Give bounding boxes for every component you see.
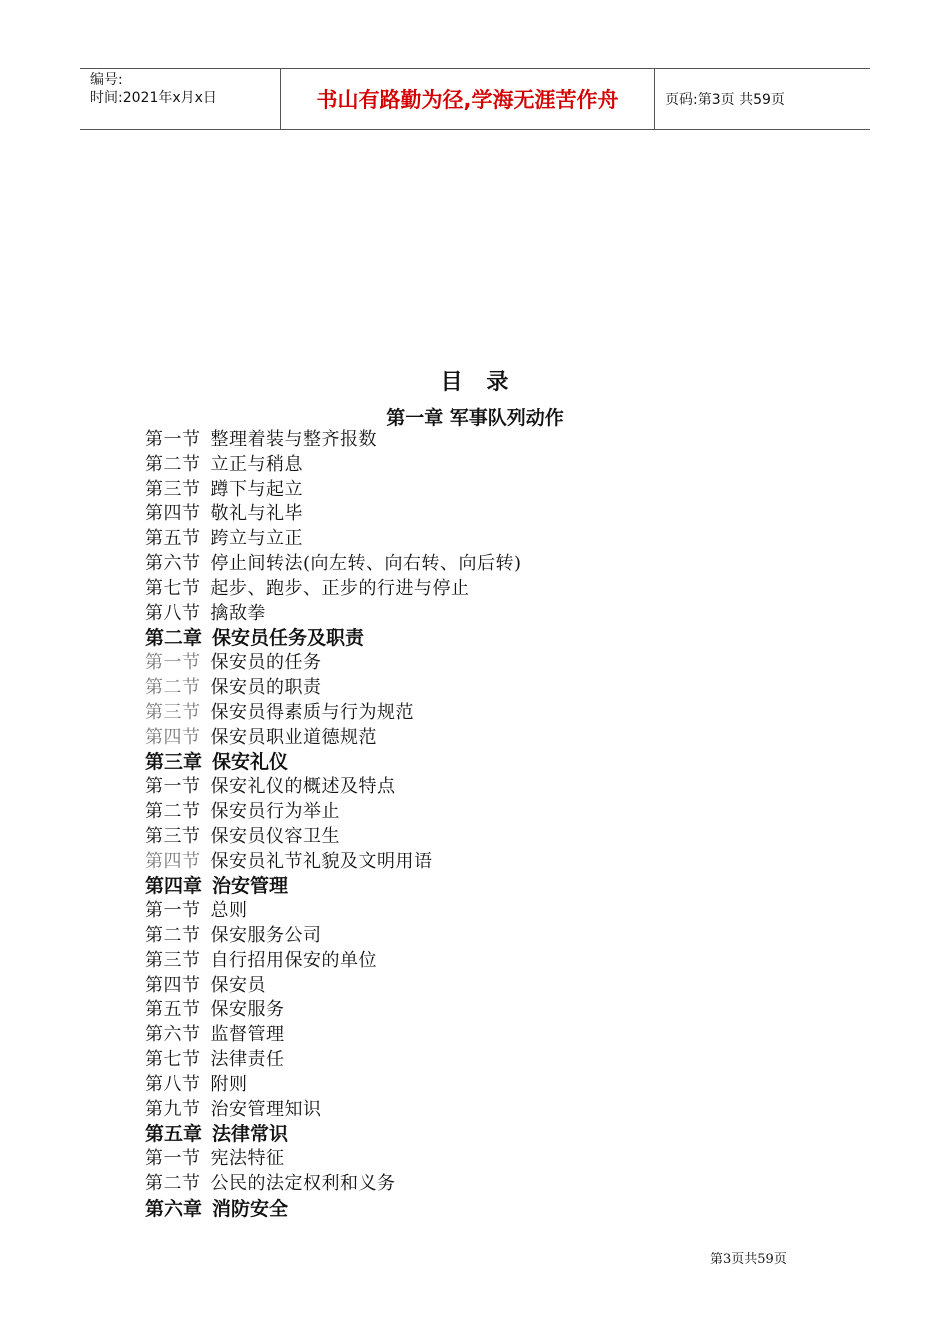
section-number: 第七节 [145, 1048, 201, 1070]
chapter-title: 法律常识 [212, 1123, 289, 1146]
toc-section [145, 502, 845, 527]
section-number: 第五节 [145, 528, 201, 550]
section-title: 保安服务公司 [210, 924, 322, 946]
section-number: 第五节 [145, 999, 201, 1021]
document-date: 时间:2021年x月x日 [90, 90, 217, 106]
toc-section [145, 478, 845, 503]
toc-section [145, 949, 845, 974]
section-number: 第一节 [145, 776, 201, 798]
toc-section [145, 899, 845, 924]
section-number: 第九节 [145, 1098, 201, 1120]
toc-section [145, 726, 845, 751]
section-number: 第一节 [145, 652, 201, 674]
section-title: 宪法特征 [210, 1148, 285, 1170]
chapter-number: 第六章 [145, 1197, 203, 1220]
header-meta [80, 69, 281, 129]
toc-section [145, 552, 845, 577]
section-number: 第四节 [145, 503, 201, 525]
section-title: 立正与稍息 [210, 453, 303, 475]
section-title: 保安员礼节礼貌及文明用语 [210, 850, 433, 872]
section-number: 第二节 [145, 676, 201, 698]
toc-section [145, 825, 845, 850]
toc-section [145, 800, 845, 825]
toc-section [145, 850, 845, 875]
section-number: 第二节 [145, 800, 201, 822]
section-number: 第二节 [145, 1172, 201, 1194]
toc-section [145, 1147, 845, 1172]
chapter-number: 第二章 [145, 627, 203, 650]
toc-chapter [145, 1122, 845, 1147]
toc-section [145, 577, 845, 602]
section-number: 第一节 [145, 1148, 201, 1170]
header-motto: 书山有路勤为径,学海无涯苦作舟 [281, 69, 655, 129]
section-title: 治安管理知识 [210, 1098, 322, 1120]
chapter-title: 保安礼仪 [212, 751, 289, 774]
toc-section [145, 428, 845, 453]
section-number: 第四节 [145, 850, 201, 872]
section-title: 监督管理 [210, 1024, 285, 1046]
section-number: 第三节 [145, 701, 201, 723]
section-number: 第三节 [145, 949, 201, 971]
section-title: 整理着装与整齐报数 [210, 429, 377, 450]
section-number: 第四节 [145, 974, 201, 996]
toc-section [145, 1023, 845, 1048]
section-title: 保安礼仪的概述及特点 [210, 776, 396, 798]
section-title: 停止间转法(向左转、向右转、向后转) [210, 552, 522, 574]
section-title: 保安员行为举止 [210, 800, 340, 822]
table-of-contents [145, 428, 845, 1222]
toc-section [145, 924, 845, 949]
section-title: 起步、跑步、正步的行进与停止 [210, 577, 470, 599]
section-number: 第八节 [145, 602, 201, 624]
chapter-number: 第三章 [145, 751, 203, 774]
section-title: 公民的法定权利和义务 [210, 1172, 396, 1194]
page-header [80, 68, 870, 130]
toc-title: 目 录 [440, 370, 510, 395]
toc-section [145, 453, 845, 478]
toc-section [145, 527, 845, 552]
section-title: 擒敌拳 [210, 602, 266, 624]
section-title: 自行招用保安的单位 [210, 949, 377, 971]
chapter-title: 保安员任务及职责 [212, 627, 365, 650]
section-title: 保安员的任务 [210, 652, 322, 674]
toc-section [145, 775, 845, 800]
toc-section [145, 602, 845, 627]
toc-section [145, 676, 845, 701]
section-title: 总则 [210, 900, 248, 922]
toc-section [145, 1172, 845, 1197]
chapter-title: 消防安全 [212, 1197, 289, 1220]
toc-chapter [145, 874, 845, 899]
chapter-number: 第四章 [145, 875, 203, 898]
section-title: 法律责任 [210, 1048, 285, 1070]
page-footer: 第3页共59页 [710, 1252, 787, 1267]
section-number: 第六节 [145, 552, 201, 574]
toc-chapter [145, 750, 845, 775]
toc-section [145, 998, 845, 1023]
section-title: 保安员得素质与行为规范 [210, 701, 414, 723]
chapter-title: 治安管理 [212, 875, 289, 898]
section-title: 跨立与立正 [210, 528, 303, 550]
toc-chapter-1-heading: 第一章 军事队列动作 [386, 407, 564, 429]
section-number: 第七节 [145, 577, 201, 599]
toc-section [145, 1098, 845, 1123]
chapter-number: 第五章 [145, 1123, 203, 1146]
section-title: 保安员仪容卫生 [210, 825, 340, 847]
section-title: 蹲下与起立 [210, 478, 303, 500]
section-title: 保安员 [210, 974, 266, 996]
toc-section [145, 701, 845, 726]
toc-section [145, 1048, 845, 1073]
section-number: 第三节 [145, 825, 201, 847]
toc-section [145, 651, 845, 676]
section-title: 保安员的职责 [210, 676, 322, 698]
section-number: 第一节 [145, 900, 201, 922]
section-number: 第一节 [145, 429, 201, 450]
document-number-label: 编号: [90, 72, 123, 88]
section-title: 敬礼与礼毕 [210, 503, 303, 525]
section-title: 保安服务 [210, 999, 285, 1021]
toc-chapter [145, 1197, 845, 1222]
section-title: 保安员职业道德规范 [210, 726, 377, 748]
section-number: 第二节 [145, 453, 201, 475]
section-number: 第八节 [145, 1073, 201, 1095]
section-title: 附则 [210, 1073, 248, 1095]
header-page-info: 页码:第3页 共59页 [665, 92, 785, 108]
section-number: 第四节 [145, 726, 201, 748]
toc-section [145, 1073, 845, 1098]
section-number: 第六节 [145, 1024, 201, 1046]
section-number: 第三节 [145, 478, 201, 500]
toc-section [145, 974, 845, 999]
toc-chapter [145, 626, 845, 651]
section-number: 第二节 [145, 924, 201, 946]
